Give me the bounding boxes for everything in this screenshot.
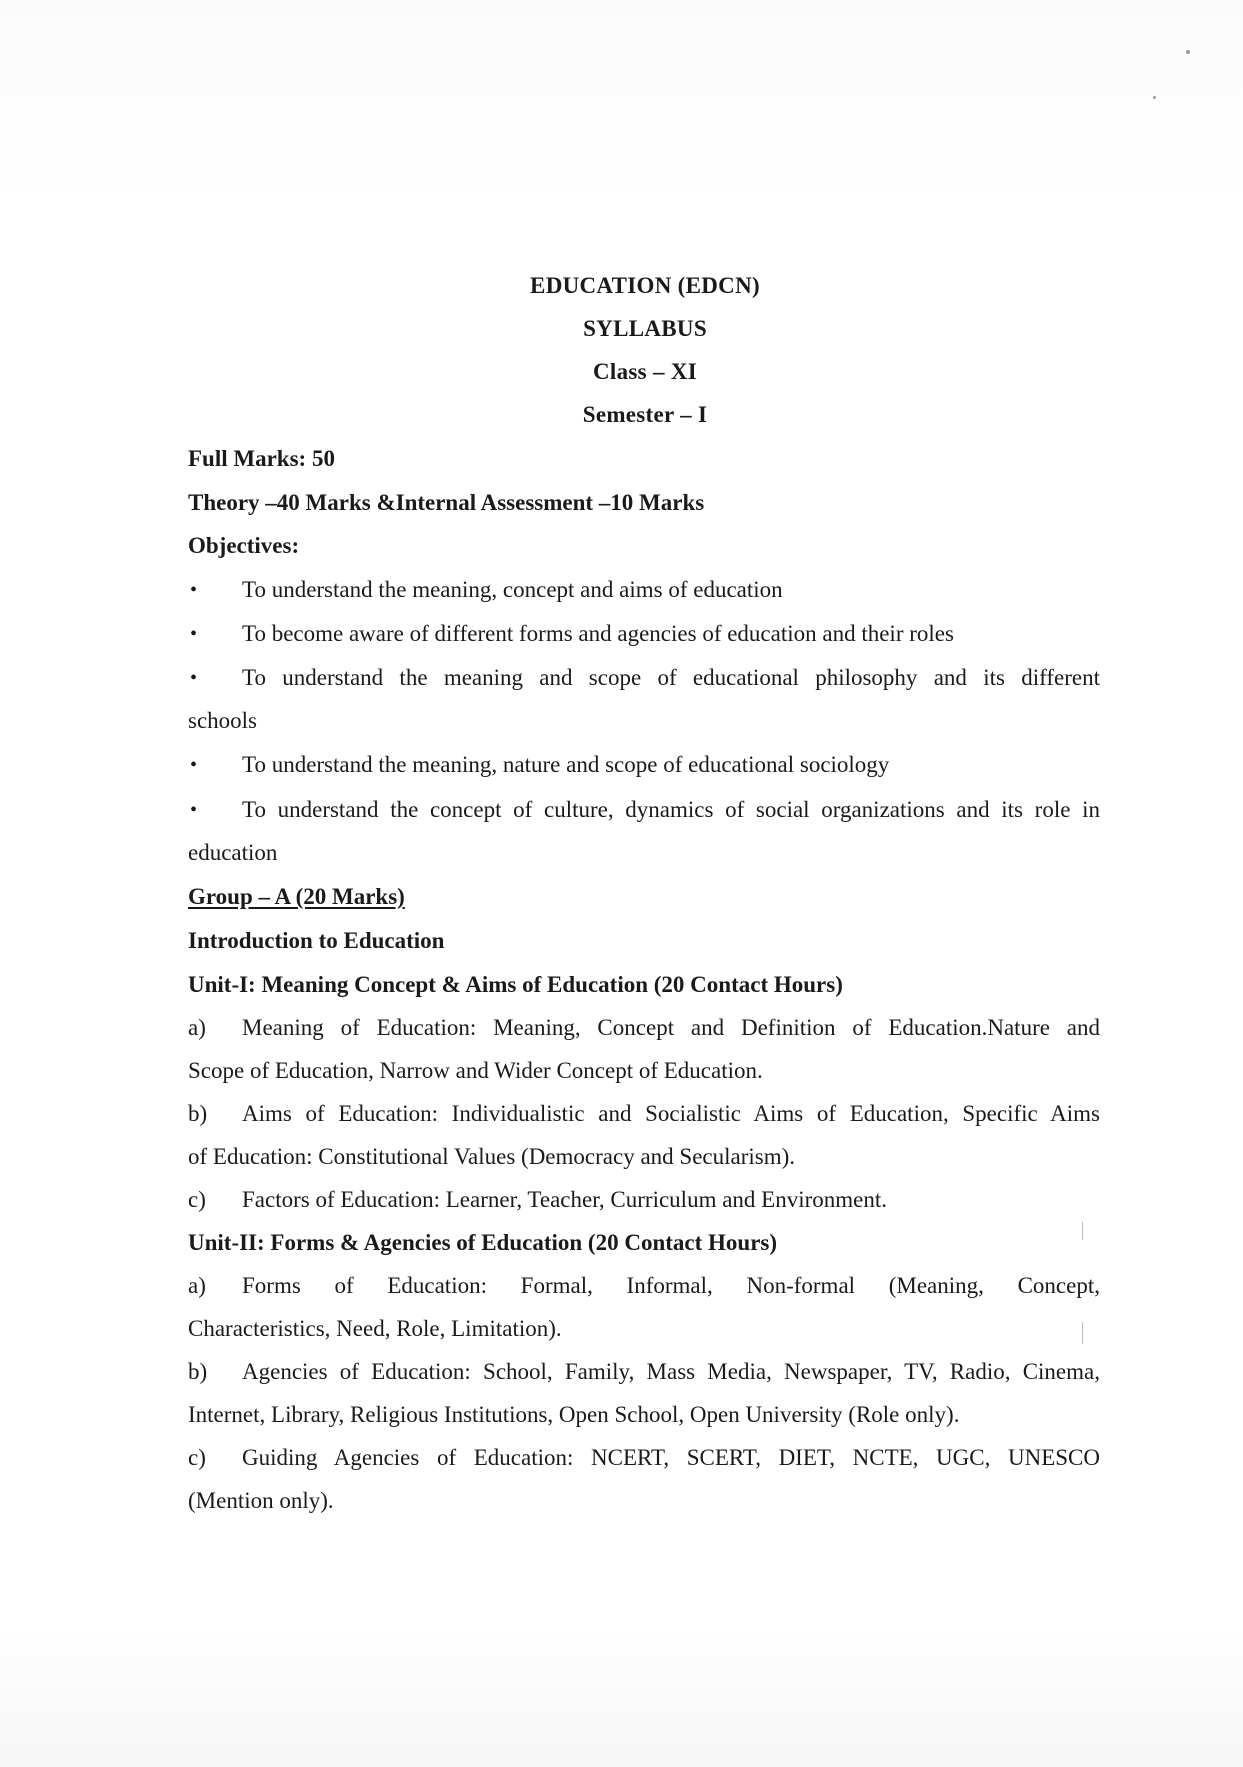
unit-2-heading: Unit-II: Forms & Agencies of Education (20 Contact Hours): [188, 1230, 778, 1255]
bullet-icon: •: [190, 799, 198, 821]
item-label: c): [188, 1445, 206, 1470]
item-label: b): [188, 1101, 208, 1126]
unit-1-heading: Unit-I: Meaning Concept & Aims of Education (20 Contact Hours): [188, 972, 843, 997]
item-text: Meaning of Education: Meaning, Concept and Definition of Education.Nature and: [242, 1015, 1100, 1040]
objective-text-continued: schools: [188, 708, 257, 733]
unit-1-item-b: [188, 1101, 1100, 1127]
unit-1-item-c: [188, 1187, 1100, 1213]
unit-1-item-b-continued: of Education: Constitutional Values (Democracy and Secularism).: [188, 1144, 796, 1169]
semester-title: Semester – I: [582, 402, 708, 427]
item-label: a): [188, 1015, 206, 1040]
unit-2-item-b-continued: Internet, Library, Religious Institutions, Open School, Open University (Role only).: [188, 1402, 960, 1427]
objective-text: To understand the meaning, concept and aims of education: [242, 577, 783, 602]
item-text: Factors of Education: Learner, Teacher, Curriculum and Environment.: [242, 1187, 888, 1212]
group-a-heading: Group – A (20 Marks): [188, 884, 405, 909]
group-a-title: Introduction to Education: [188, 928, 445, 953]
bullet-icon: •: [190, 579, 198, 601]
unit-1-item-a-continued: Scope of Education, Narrow and Wider Concept of Education.: [188, 1058, 763, 1083]
bullet-icon: •: [190, 667, 198, 689]
bullet-icon: •: [190, 754, 198, 776]
item-text: Aims of Education: Individualistic and Socialistic Aims of Education, Specific Aims: [242, 1101, 1100, 1126]
item-label: c): [188, 1187, 206, 1212]
class-title: Class – XI: [593, 359, 697, 384]
item-label: b): [188, 1359, 208, 1384]
item-text: Forms of Education: Formal, Informal, Non-formal (Meaning, Concept,: [242, 1273, 1100, 1298]
objectives-heading: Objectives:: [188, 533, 300, 558]
objective-text: To become aware of different forms and agencies of education and their roles: [242, 621, 954, 646]
item-text: Guiding Agencies of Education: NCERT, SCERT, DIET, NCTE, UGC, UNESCO: [242, 1445, 1100, 1470]
bullet-icon: •: [190, 623, 198, 645]
unit-1-item-a: [188, 1015, 1100, 1041]
full-marks: Full Marks: 50: [188, 446, 335, 471]
doc-type-title: SYLLABUS: [583, 316, 707, 341]
objective-text: To understand the meaning and scope of educational philosophy and its different: [242, 665, 1100, 690]
theory-internal-marks: Theory –40 Marks &Internal Assessment –10 Marks: [188, 490, 705, 515]
unit-2-item-c-continued: (Mention only).: [188, 1488, 334, 1513]
objective-text-continued: education: [188, 840, 278, 865]
unit-2-item-b: [188, 1359, 1100, 1385]
item-text: Agencies of Education: School, Family, Mass Media, Newspaper, TV, Radio, Cinema,: [242, 1359, 1100, 1384]
subject-title: EDUCATION (EDCN): [530, 273, 760, 298]
unit-2-item-a-continued: Characteristics, Need, Role, Limitation).: [188, 1316, 562, 1341]
objective-text: To understand the concept of culture, dynamics of social organizations and its role in: [242, 797, 1100, 822]
scan-speck: [1186, 50, 1190, 54]
unit-2-item-c: [188, 1445, 1100, 1471]
objective-text: To understand the meaning, nature and scope of educational sociology: [242, 752, 890, 777]
item-label: a): [188, 1273, 206, 1298]
unit-2-item-a: [188, 1273, 1100, 1299]
scan-speck: [1153, 96, 1156, 99]
